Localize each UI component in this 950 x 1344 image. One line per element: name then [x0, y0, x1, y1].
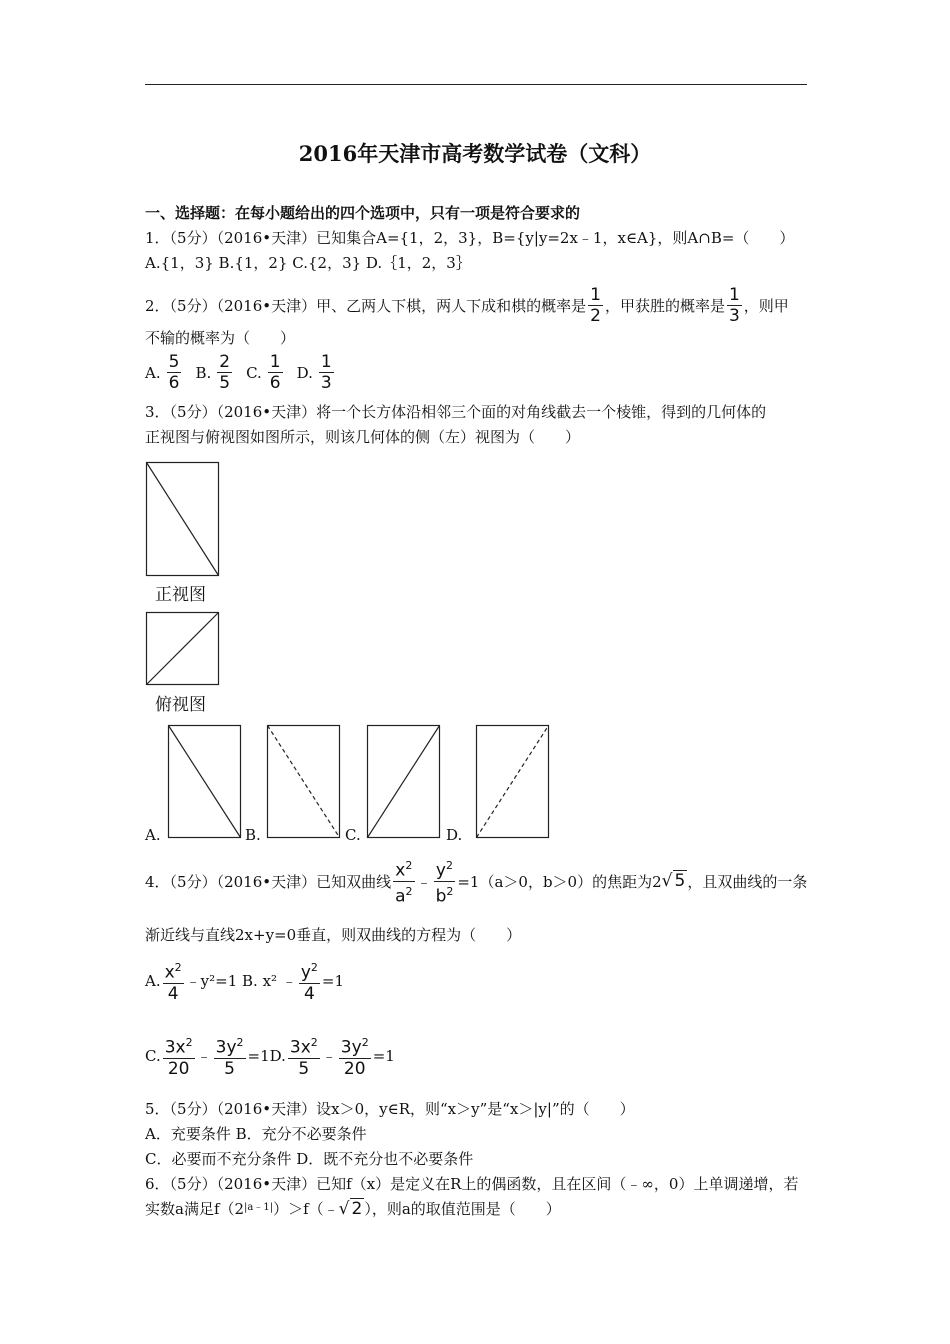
q2-option-d-fraction: $\frac{1}{3}$	[320, 352, 332, 393]
q3-option-d-label: D.	[446, 826, 463, 844]
q6-line2-c: ），则a的取值范围是（ ）	[364, 1200, 561, 1218]
q2-options	[145, 352, 334, 393]
q6-sqrt2: √ 2	[338, 1198, 363, 1219]
q2-option-c-fraction: $\frac{1}{6}$	[269, 352, 281, 393]
q3-option-b-label: B.	[245, 826, 261, 844]
q6-line1: 6．（5分）（2016•天津）已知f（x）是定义在R上的偶函数，且在区间（﹣∞，0）上单调递增，若	[145, 1175, 799, 1193]
q5-options-ab: A．充要条件 B．充分不必要条件	[145, 1125, 367, 1143]
q2-option-b-label: B.	[195, 363, 212, 382]
q4-minus: ﹣	[416, 872, 432, 891]
q4-option-c-fraction2: $\frac{3y^2}{5}$	[215, 1036, 244, 1079]
q2-stem-a: 2．（5分）（2016•天津）甲、乙两人下棋，两人下成和棋的概率是	[145, 297, 587, 315]
top-view-figure	[146, 612, 220, 686]
q1-options: A.{1，3} B.{1，2} C.{2，3} D.｛1，2，3｝	[145, 254, 471, 272]
q6-line2-b: ）＞f（﹣	[273, 1200, 339, 1218]
q4-option-d-tail: =1	[372, 1046, 395, 1065]
q4-options-cd	[145, 1033, 395, 1079]
q4-stem-d: ，且双曲线的一条	[687, 872, 808, 891]
q2-stem	[145, 285, 789, 326]
q2-stem-c: ，则甲	[743, 297, 789, 315]
q3-option-a-label: A.	[145, 826, 161, 844]
q2-option-c-label: C.	[246, 363, 262, 382]
top-view-label: 俯视图	[155, 695, 206, 715]
q4-stem	[145, 856, 807, 906]
q4-stem-c: =1（a＞0，b＞0）的焦距为2	[457, 872, 662, 891]
q4-option-d-label: =1D.	[247, 1046, 286, 1065]
q4-option-c-fraction1: $\frac{3x^2}{20}$	[164, 1036, 193, 1079]
q4-option-b-tail: =1	[321, 971, 345, 990]
q6-line2-a: 实数a满足f（2	[145, 1200, 245, 1218]
q4-option-a-fraction: $\frac{x^2}{4}$	[164, 961, 182, 1004]
q4-fraction-y2-b2: $\frac{y^2}{b^2}$	[435, 859, 454, 907]
q3-line2: 正视图与俯视图如图所示，则该几何体的侧（左）视图为（ ）	[145, 428, 581, 446]
q4-option-c-minus: ﹣	[196, 1047, 212, 1066]
q4-option-d-fraction2: $\frac{3y^2}{20}$	[340, 1036, 369, 1079]
q3-option-c-label: C.	[345, 826, 361, 844]
q2-fraction-win: $\frac{1}{3}$	[728, 285, 740, 326]
q4-option-d-fraction1: $\frac{3x^2}{5}$	[289, 1036, 318, 1079]
q6-exponent: |a﹣1|	[244, 1202, 274, 1213]
q4-option-d-minus: ﹣	[321, 1047, 337, 1066]
q2-line2: 不输的概率为（ ）	[145, 329, 296, 347]
q4-stem-a: 4．（5分）（2016•天津）已知双曲线	[145, 872, 392, 891]
q2-option-a-fraction: $\frac{5}{6}$	[168, 352, 180, 393]
section-heading: 一、选择题：在每小题给出的四个选项中，只有一项是符合要求的	[145, 204, 581, 222]
q3-option-a-figure	[168, 725, 242, 839]
q1-stem: 1．（5分）（2016•天津）已知集合A={1，2，3}，B={y|y=2x﹣1，x∈A}，则A∩B=（ ）	[145, 229, 795, 247]
front-view-figure	[146, 462, 220, 578]
q5-options-cd: C．必要而不充分条件 D．既不充分也不必要条件	[145, 1150, 474, 1168]
q4-option-c-label: C.	[145, 1046, 161, 1065]
q2-option-a-label: A.	[145, 363, 161, 382]
page-title: 2016年天津市高考数学试卷（文科）	[298, 141, 652, 166]
q4-sqrt5: √ 5	[661, 871, 686, 892]
q3-option-b-figure	[267, 725, 341, 839]
q4-option-a-label: A.	[145, 971, 161, 990]
q2-option-d-label: D.	[296, 363, 313, 382]
q2-option-b-fraction: $\frac{2}{5}$	[219, 352, 231, 393]
q4-option-b-fraction: $\frac{y^2}{4}$	[300, 961, 318, 1004]
q5-stem: 5．（5分）（2016•天津）设x＞0，y∈R，则“x＞y”是“x＞|y|”的（ ）	[145, 1100, 635, 1118]
q3-option-d-figure	[476, 725, 550, 839]
q6-line2	[145, 1198, 561, 1219]
q3-line1: 3．（5分）（2016•天津）将一个长方体沿相邻三个面的对角线截去一个棱锥，得到的几何体的	[145, 403, 767, 421]
q4-option-a-tail: ﹣y²=1 B. x² ﹣	[185, 972, 297, 991]
q2-stem-b: ，甲获胜的概率是	[604, 297, 725, 315]
q2-fraction-draw: $\frac{1}{2}$	[590, 285, 601, 326]
q4-options-ab	[145, 958, 344, 1004]
header-rule	[145, 84, 807, 85]
q4-fraction-x2-a2: $\frac{x^2}{a^2}$	[395, 859, 413, 907]
front-view-label: 正视图	[155, 585, 206, 605]
q4-line2: 渐近线与直线2x+y=0垂直，则双曲线的方程为（ ）	[145, 926, 522, 944]
q3-option-c-figure	[367, 725, 441, 839]
